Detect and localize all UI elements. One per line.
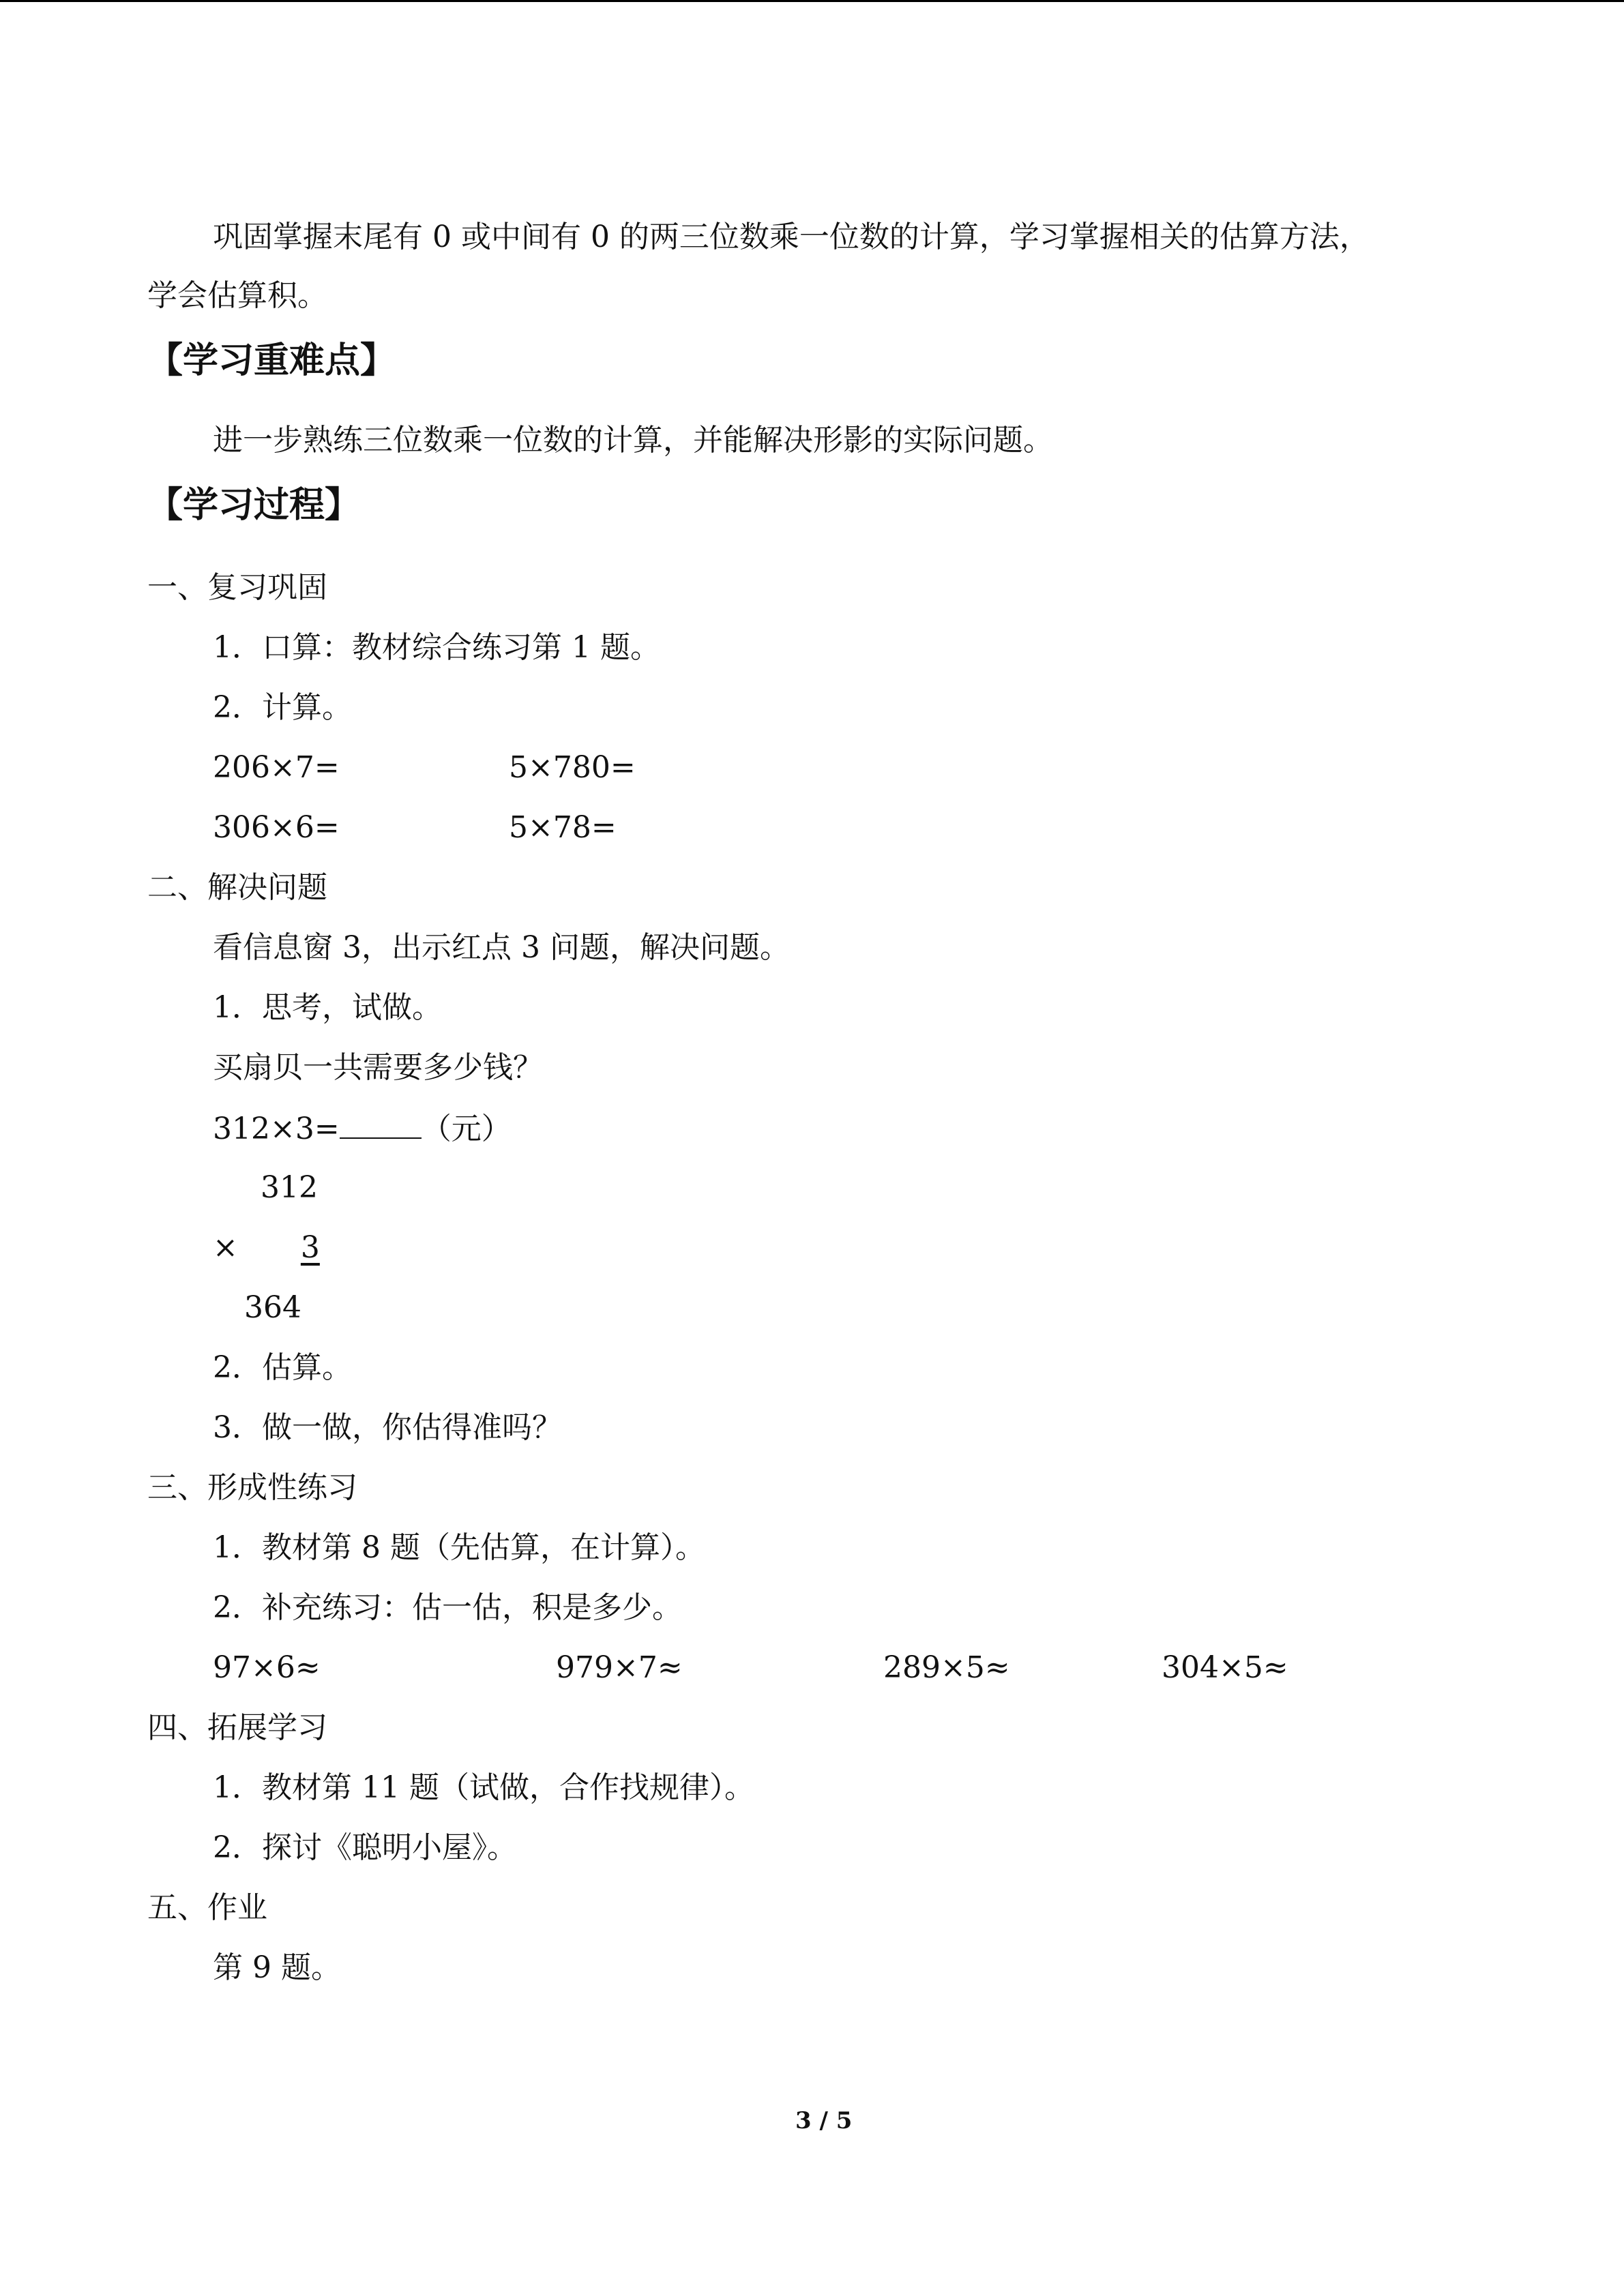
equation-left: 312×3=: [213, 1112, 340, 1146]
s5-item-1: 第 9 题。: [213, 1950, 341, 1985]
s2-item-2: 2．估算。: [213, 1350, 352, 1385]
s2-question: 买扇贝一共需要多少钱？: [213, 1050, 543, 1085]
calc-2: 5×780=: [509, 750, 636, 785]
calc-1: 206×7=: [213, 750, 340, 785]
s3-item-1: 1．教材第 8 题（先估算，在计算）。: [213, 1530, 705, 1565]
estimate-4: 304×5≈: [1162, 1650, 1288, 1685]
vertical-result: 364: [244, 1290, 301, 1325]
s3-item-2: 2．补充练习：估一估，积是多少。: [213, 1590, 682, 1625]
vertical-multiplier-line: [213, 1227, 320, 1268]
page-top-border: [0, 0, 1624, 2]
section-3-title: 三、形成性练习: [147, 1470, 357, 1505]
vertical-top-number: 312: [261, 1170, 318, 1205]
equation-unit: （元）: [421, 1112, 512, 1146]
section-4-title: 四、拓展学习: [147, 1710, 327, 1745]
s2-item-3: 3．做一做，你估得准吗？: [213, 1410, 562, 1445]
intro-line-1: 巩固掌握末尾有 0 或中间有 0 的两三位数乘一位数的计算，学习掌握相关的估算方法，: [213, 220, 1370, 254]
vertical-multiplier: 3: [300, 1230, 320, 1265]
s1-item-1: 1．口算：教材综合练习第 1 题。: [213, 630, 660, 665]
multiply-sign: ×: [213, 1230, 238, 1265]
s1-item-2: 2．计算。: [213, 690, 352, 725]
s4-item-1: 1．教材第 11 题（试做，合作找规律）。: [213, 1770, 754, 1805]
section-5-title: 五、作业: [147, 1890, 267, 1925]
equation-line: [213, 1107, 512, 1150]
estimate-1: 97×6≈: [213, 1650, 321, 1685]
answer-blank: [340, 1107, 422, 1139]
s2-intro: 看信息窗 3，出示红点 3 问题，解决问题。: [213, 930, 790, 965]
section-1-title: 一、复习巩固: [147, 570, 327, 605]
process-heading: 【学习过程】: [147, 485, 361, 526]
estimate-3: 289×5≈: [883, 1650, 1010, 1685]
estimate-2: 979×7≈: [556, 1650, 683, 1685]
s4-item-2: 2．探讨《聪明小屋》。: [213, 1830, 517, 1865]
s2-item-1: 1．思考，试做。: [213, 990, 442, 1025]
intro-line-2: 学会估算积。: [147, 278, 327, 313]
key-points-text: 进一步熟练三位数乘一位数的计算，并能解决形影的实际问题。: [213, 423, 1053, 458]
calc-4: 5×78=: [509, 810, 617, 845]
calc-3: 306×6=: [213, 810, 340, 845]
section-2-title: 二、解决问题: [147, 870, 327, 905]
key-points-heading: 【学习重难点】: [147, 340, 396, 381]
page-number: 3 / 5: [795, 2107, 853, 2134]
